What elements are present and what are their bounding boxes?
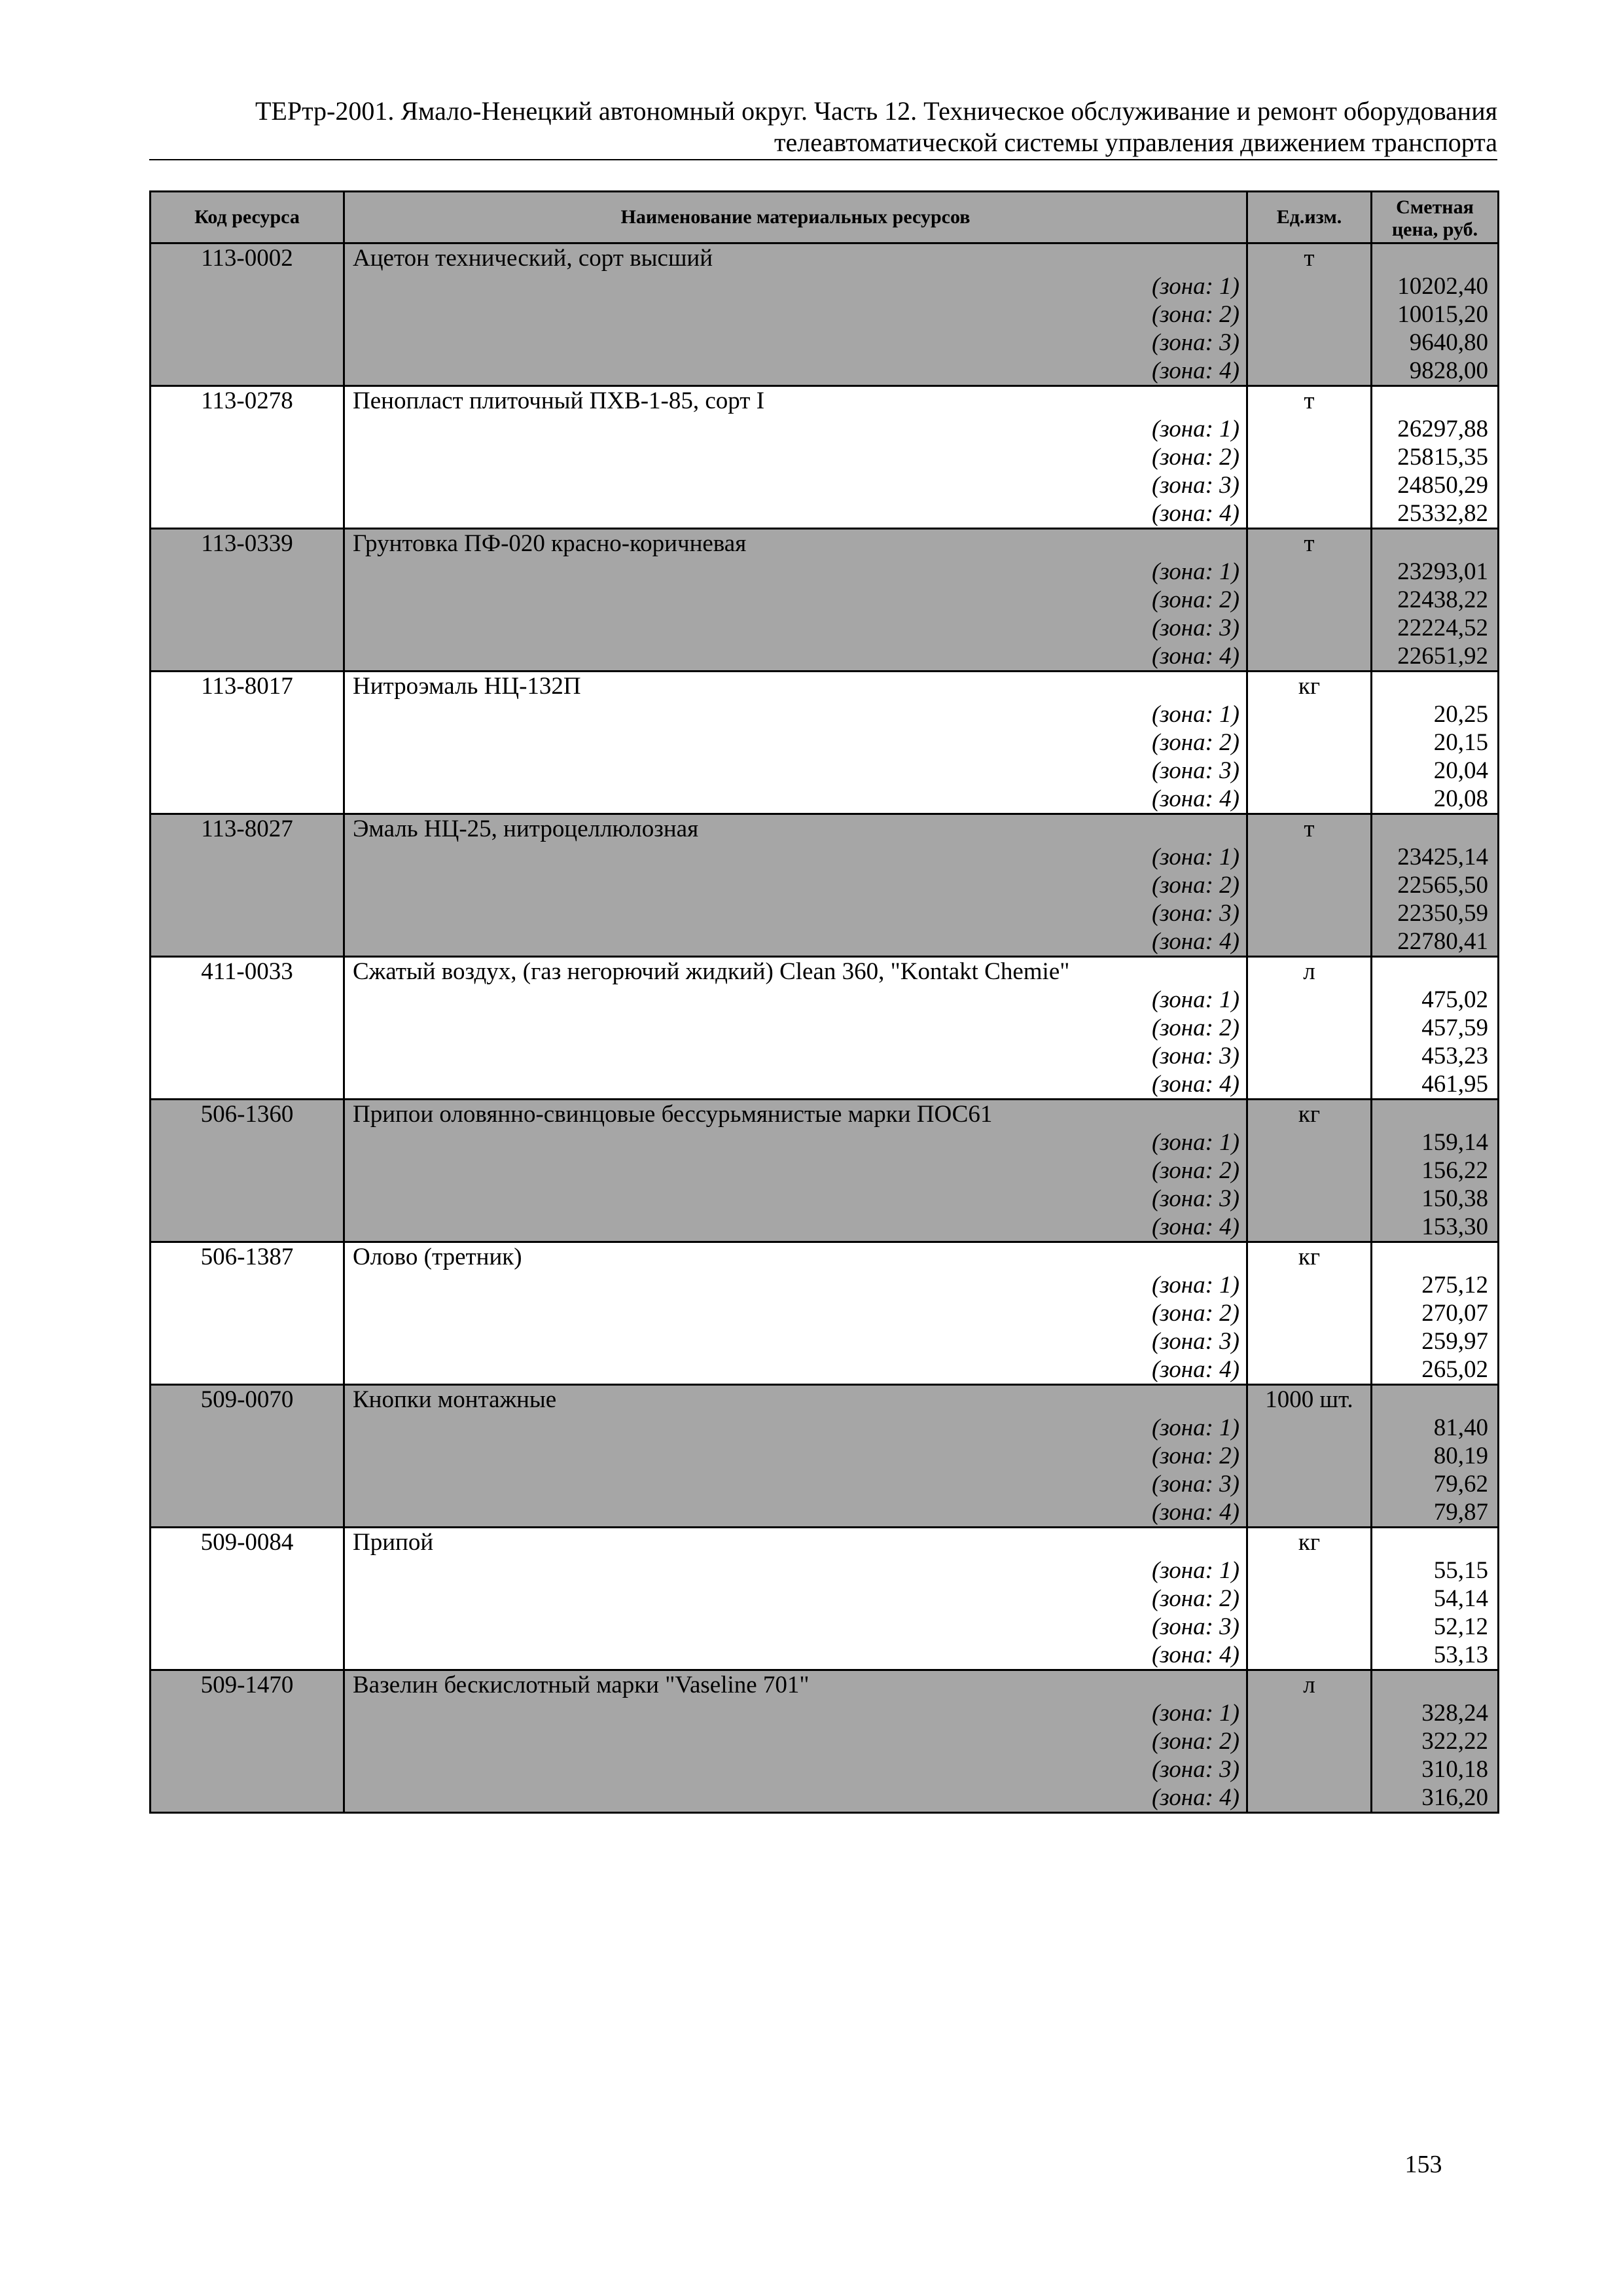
zone-row	[151, 558, 1499, 586]
zone-row	[151, 415, 1499, 443]
zone-row	[151, 499, 1499, 529]
column-header-name: Наименование материальных ресурсов	[344, 192, 1247, 243]
zone-price: 322,22	[1372, 1727, 1499, 1755]
resource-code: 113-0339	[151, 529, 344, 558]
resource-name: Эмаль НЦ-25, нитроцеллюлозная	[344, 814, 1247, 844]
zone-unit-empty	[1247, 1585, 1372, 1613]
zone-price: 80,19	[1372, 1442, 1499, 1470]
zone-price: 150,38	[1372, 1185, 1499, 1213]
page-header	[149, 96, 1497, 158]
zone-row	[151, 1414, 1499, 1442]
resource-unit: л	[1247, 957, 1372, 986]
zone-row	[151, 1185, 1499, 1213]
zone-unit-empty	[1247, 558, 1372, 586]
zone-label: (зона: 2)	[344, 1014, 1247, 1042]
zone-code-empty	[151, 1271, 344, 1299]
resource-code: 509-1470	[151, 1670, 344, 1700]
resource-name: Вазелин бескислотный марки "Vaseline 701"	[344, 1670, 1247, 1700]
resource-name: Кнопки монтажные	[344, 1385, 1247, 1414]
column-header-unit: Ед.изм.	[1247, 192, 1372, 243]
zone-code-empty	[151, 1014, 344, 1042]
zone-code-empty	[151, 899, 344, 927]
zone-code-empty	[151, 927, 344, 957]
resource-unit: кг	[1247, 1100, 1372, 1129]
zone-code-empty	[151, 728, 344, 757]
zone-unit-empty	[1247, 1414, 1372, 1442]
zone-unit-empty	[1247, 1271, 1372, 1299]
zone-price: 475,02	[1372, 986, 1499, 1014]
resource-code: 113-8017	[151, 672, 344, 701]
zone-unit-empty	[1247, 728, 1372, 757]
zone-code-empty	[151, 700, 344, 728]
zone-unit-empty	[1247, 899, 1372, 927]
resource-unit: т	[1247, 529, 1372, 558]
page-number: 153	[1404, 2151, 1442, 2178]
zone-row	[151, 1470, 1499, 1498]
zone-unit-empty	[1247, 1185, 1372, 1213]
zone-row	[151, 1299, 1499, 1327]
zone-unit-empty	[1247, 1213, 1372, 1242]
table-row	[151, 1670, 1499, 1700]
table-row	[151, 386, 1499, 416]
resource-group	[151, 1242, 1499, 1385]
table-row	[151, 243, 1499, 273]
zone-price: 275,12	[1372, 1271, 1499, 1299]
zone-code-empty	[151, 1470, 344, 1498]
resource-name: Припои оловянно-свинцовые бессурьмянистые марки ПОС61	[344, 1100, 1247, 1129]
resource-group	[151, 957, 1499, 1100]
resource-unit: л	[1247, 1670, 1372, 1700]
resource-unit: т	[1247, 243, 1372, 273]
zone-row	[151, 1727, 1499, 1755]
resource-name: Припой	[344, 1528, 1247, 1557]
zone-row	[151, 357, 1499, 386]
zone-row	[151, 986, 1499, 1014]
resource-name: Нитроэмаль НЦ-132П	[344, 672, 1247, 701]
zone-row	[151, 329, 1499, 357]
zone-label: (зона: 2)	[344, 728, 1247, 757]
zone-label: (зона: 3)	[344, 614, 1247, 642]
zone-unit-empty	[1247, 329, 1372, 357]
zone-label: (зона: 1)	[344, 1128, 1247, 1157]
header-divider	[149, 159, 1497, 160]
zone-label: (зона: 2)	[344, 1727, 1247, 1755]
zone-row	[151, 300, 1499, 329]
zone-label: (зона: 4)	[344, 1070, 1247, 1100]
zone-label: (зона: 2)	[344, 1585, 1247, 1613]
zone-unit-empty	[1247, 1042, 1372, 1070]
zone-price: 259,97	[1372, 1327, 1499, 1355]
zone-label: (зона: 1)	[344, 558, 1247, 586]
zone-code-empty	[151, 871, 344, 899]
zone-label: (зона: 1)	[344, 843, 1247, 871]
zone-code-empty	[151, 586, 344, 614]
zone-unit-empty	[1247, 642, 1372, 672]
resource-group	[151, 1385, 1499, 1528]
zone-code-empty	[151, 785, 344, 814]
zone-unit-empty	[1247, 357, 1372, 386]
resource-unit: т	[1247, 814, 1372, 844]
zone-price: 25332,82	[1372, 499, 1499, 529]
zone-label: (зона: 2)	[344, 300, 1247, 329]
resource-price-empty	[1372, 529, 1499, 558]
zone-price: 22350,59	[1372, 899, 1499, 927]
zone-unit-empty	[1247, 1556, 1372, 1585]
zone-price: 22224,52	[1372, 614, 1499, 642]
zone-label: (зона: 3)	[344, 1185, 1247, 1213]
zone-code-empty	[151, 558, 344, 586]
resource-name: Ацетон технический, сорт высший	[344, 243, 1247, 273]
zone-unit-empty	[1247, 471, 1372, 499]
resource-code: 509-0070	[151, 1385, 344, 1414]
resource-price-empty	[1372, 386, 1499, 416]
zone-label: (зона: 3)	[344, 1042, 1247, 1070]
zone-unit-empty	[1247, 1157, 1372, 1185]
zone-code-empty	[151, 471, 344, 499]
zone-label: (зона: 1)	[344, 986, 1247, 1014]
resource-unit: кг	[1247, 1528, 1372, 1557]
zone-price: 23293,01	[1372, 558, 1499, 586]
resource-group	[151, 529, 1499, 672]
zone-unit-empty	[1247, 1014, 1372, 1042]
column-header-price	[1372, 192, 1499, 243]
resource-price-table	[149, 190, 1499, 1814]
zone-price: 20,25	[1372, 700, 1499, 728]
header-line-1: ТЕРтр-2001. Ямало-Ненецкий автономный округ. Часть 12. Техническое обслуживание и ремонт оборудования	[255, 96, 1497, 126]
header-line-2: телеавтоматической системы управления движением транспорта	[774, 128, 1497, 157]
table-row	[151, 957, 1499, 986]
zone-code-empty	[151, 1157, 344, 1185]
resource-code: 506-1387	[151, 1242, 344, 1272]
zone-code-empty	[151, 1327, 344, 1355]
zone-row	[151, 1128, 1499, 1157]
zone-row	[151, 899, 1499, 927]
zone-code-empty	[151, 499, 344, 529]
zone-row	[151, 586, 1499, 614]
zone-code-empty	[151, 1498, 344, 1528]
table-row	[151, 1385, 1499, 1414]
zone-label: (зона: 3)	[344, 471, 1247, 499]
zone-row	[151, 1641, 1499, 1670]
zone-code-empty	[151, 1299, 344, 1327]
zone-label: (зона: 1)	[344, 1699, 1247, 1727]
zone-row	[151, 272, 1499, 300]
zone-unit-empty	[1247, 1442, 1372, 1470]
zone-code-empty	[151, 1213, 344, 1242]
zone-unit-empty	[1247, 443, 1372, 471]
zone-row	[151, 1613, 1499, 1641]
zone-label: (зона: 1)	[344, 1271, 1247, 1299]
zone-unit-empty	[1247, 272, 1372, 300]
zone-label: (зона: 4)	[344, 785, 1247, 814]
zone-label: (зона: 4)	[344, 1498, 1247, 1528]
zone-price: 54,14	[1372, 1585, 1499, 1613]
zone-price: 22651,92	[1372, 642, 1499, 672]
zone-label: (зона: 4)	[344, 927, 1247, 957]
zone-price: 10015,20	[1372, 300, 1499, 329]
resource-name: Пенопласт плиточный ПХВ-1-85, сорт I	[344, 386, 1247, 416]
zone-code-empty	[151, 1755, 344, 1784]
zone-unit-empty	[1247, 1498, 1372, 1528]
zone-row	[151, 1784, 1499, 1813]
table-row	[151, 529, 1499, 558]
zone-price: 270,07	[1372, 1299, 1499, 1327]
zone-code-empty	[151, 1699, 344, 1727]
zone-code-empty	[151, 1641, 344, 1670]
zone-price: 20,08	[1372, 785, 1499, 814]
resource-name: Олово (третник)	[344, 1242, 1247, 1272]
zone-price: 55,15	[1372, 1556, 1499, 1585]
zone-label: (зона: 4)	[344, 1355, 1247, 1385]
zone-label: (зона: 2)	[344, 443, 1247, 471]
resource-unit: кг	[1247, 1242, 1372, 1272]
zone-label: (зона: 4)	[344, 357, 1247, 386]
table-row	[151, 814, 1499, 844]
resource-name: Грунтовка ПФ-020 красно-коричневая	[344, 529, 1247, 558]
zone-row	[151, 1498, 1499, 1528]
resource-code: 509-0084	[151, 1528, 344, 1557]
resource-price-empty	[1372, 1670, 1499, 1700]
zone-price: 22780,41	[1372, 927, 1499, 957]
resource-unit: 1000 шт.	[1247, 1385, 1372, 1414]
zone-price: 20,15	[1372, 728, 1499, 757]
zone-label: (зона: 4)	[344, 1641, 1247, 1670]
zone-row	[151, 1327, 1499, 1355]
zone-price: 328,24	[1372, 1699, 1499, 1727]
table-row	[151, 1528, 1499, 1557]
zone-price: 79,62	[1372, 1470, 1499, 1498]
resource-unit: кг	[1247, 672, 1372, 701]
zone-row	[151, 1014, 1499, 1042]
zone-price: 316,20	[1372, 1784, 1499, 1813]
zone-row	[151, 443, 1499, 471]
zone-row	[151, 614, 1499, 642]
zone-code-empty	[151, 1185, 344, 1213]
zone-price: 79,87	[1372, 1498, 1499, 1528]
zone-price: 22438,22	[1372, 586, 1499, 614]
resource-price-empty	[1372, 957, 1499, 986]
resource-name: Сжатый воздух, (газ негорючий жидкий) Clean 360, "Kontakt Chemie"	[344, 957, 1247, 986]
zone-label: (зона: 3)	[344, 899, 1247, 927]
zone-row	[151, 927, 1499, 957]
zone-label: (зона: 2)	[344, 1442, 1247, 1470]
zone-unit-empty	[1247, 499, 1372, 529]
table-row	[151, 1242, 1499, 1272]
zone-unit-empty	[1247, 614, 1372, 642]
zone-label: (зона: 4)	[344, 499, 1247, 529]
resource-group	[151, 1670, 1499, 1813]
column-header-price-line-1: Сметная	[1396, 196, 1474, 218]
zone-code-empty	[151, 1070, 344, 1100]
table-row	[151, 1100, 1499, 1129]
zone-row	[151, 700, 1499, 728]
zone-price: 457,59	[1372, 1014, 1499, 1042]
resource-price-empty	[1372, 243, 1499, 273]
table-header-row	[151, 192, 1499, 243]
zone-price: 9640,80	[1372, 329, 1499, 357]
zone-code-empty	[151, 357, 344, 386]
zone-code-empty	[151, 1128, 344, 1157]
zone-label: (зона: 2)	[344, 1299, 1247, 1327]
zone-unit-empty	[1247, 871, 1372, 899]
zone-unit-empty	[1247, 785, 1372, 814]
zone-code-empty	[151, 1613, 344, 1641]
zone-unit-empty	[1247, 1327, 1372, 1355]
zone-unit-empty	[1247, 415, 1372, 443]
zone-row	[151, 1556, 1499, 1585]
zone-row	[151, 871, 1499, 899]
zone-price: 53,13	[1372, 1641, 1499, 1670]
resource-group	[151, 243, 1499, 386]
resource-code: 113-0002	[151, 243, 344, 273]
zone-price: 81,40	[1372, 1414, 1499, 1442]
zone-code-empty	[151, 642, 344, 672]
zone-label: (зона: 3)	[344, 1613, 1247, 1641]
zone-code-empty	[151, 843, 344, 871]
zone-code-empty	[151, 614, 344, 642]
zone-row	[151, 1213, 1499, 1242]
zone-label: (зона: 3)	[344, 1327, 1247, 1355]
zone-unit-empty	[1247, 1470, 1372, 1498]
zone-price: 265,02	[1372, 1355, 1499, 1385]
zone-code-empty	[151, 272, 344, 300]
resource-price-empty	[1372, 672, 1499, 701]
column-header-code: Код ресурса	[151, 192, 344, 243]
zone-price: 461,95	[1372, 1070, 1499, 1100]
zone-label: (зона: 1)	[344, 1414, 1247, 1442]
zone-row	[151, 1157, 1499, 1185]
zone-unit-empty	[1247, 1641, 1372, 1670]
zone-price: 25815,35	[1372, 443, 1499, 471]
zone-price: 24850,29	[1372, 471, 1499, 499]
zone-unit-empty	[1247, 1070, 1372, 1100]
resource-unit: т	[1247, 386, 1372, 416]
zone-unit-empty	[1247, 1355, 1372, 1385]
zone-code-empty	[151, 1784, 344, 1813]
zone-row	[151, 785, 1499, 814]
zone-price: 159,14	[1372, 1128, 1499, 1157]
zone-code-empty	[151, 757, 344, 785]
resource-group	[151, 1100, 1499, 1242]
zone-code-empty	[151, 329, 344, 357]
resource-code: 506-1360	[151, 1100, 344, 1129]
zone-label: (зона: 2)	[344, 1157, 1247, 1185]
zone-label: (зона: 4)	[344, 1784, 1247, 1813]
zone-row	[151, 1699, 1499, 1727]
zone-price: 156,22	[1372, 1157, 1499, 1185]
zone-label: (зона: 4)	[344, 642, 1247, 672]
resource-group	[151, 814, 1499, 957]
zone-price: 26297,88	[1372, 415, 1499, 443]
zone-code-empty	[151, 1585, 344, 1613]
zone-row	[151, 757, 1499, 785]
zone-label: (зона: 4)	[344, 1213, 1247, 1242]
zone-unit-empty	[1247, 1755, 1372, 1784]
zone-unit-empty	[1247, 757, 1372, 785]
zone-price: 23425,14	[1372, 843, 1499, 871]
resource-price-empty	[1372, 1100, 1499, 1129]
zone-unit-empty	[1247, 1784, 1372, 1813]
resource-price-empty	[1372, 1385, 1499, 1414]
zone-unit-empty	[1247, 300, 1372, 329]
zone-price: 9828,00	[1372, 357, 1499, 386]
zone-unit-empty	[1247, 1613, 1372, 1641]
table-row	[151, 672, 1499, 701]
zone-code-empty	[151, 1414, 344, 1442]
zone-price: 10202,40	[1372, 272, 1499, 300]
zone-unit-empty	[1247, 1727, 1372, 1755]
zone-price: 52,12	[1372, 1613, 1499, 1641]
zone-label: (зона: 3)	[344, 1755, 1247, 1784]
zone-code-empty	[151, 1042, 344, 1070]
zone-unit-empty	[1247, 843, 1372, 871]
zone-row	[151, 1585, 1499, 1613]
zone-row	[151, 728, 1499, 757]
zone-row	[151, 642, 1499, 672]
zone-row	[151, 1442, 1499, 1470]
zone-row	[151, 471, 1499, 499]
zone-unit-empty	[1247, 586, 1372, 614]
resource-group	[151, 672, 1499, 814]
zone-label: (зона: 1)	[344, 272, 1247, 300]
column-header-price-line-2: цена, руб.	[1391, 219, 1478, 240]
zone-label: (зона: 3)	[344, 1470, 1247, 1498]
zone-code-empty	[151, 300, 344, 329]
zone-unit-empty	[1247, 1699, 1372, 1727]
zone-row	[151, 1355, 1499, 1385]
resource-price-empty	[1372, 1528, 1499, 1557]
zone-code-empty	[151, 443, 344, 471]
resource-price-empty	[1372, 814, 1499, 844]
zone-price: 20,04	[1372, 757, 1499, 785]
zone-label: (зона: 1)	[344, 700, 1247, 728]
zone-unit-empty	[1247, 1128, 1372, 1157]
zone-row	[151, 1755, 1499, 1784]
zone-label: (зона: 3)	[344, 757, 1247, 785]
resource-code: 411-0033	[151, 957, 344, 986]
zone-code-empty	[151, 1727, 344, 1755]
zone-row	[151, 1271, 1499, 1299]
zone-code-empty	[151, 415, 344, 443]
zone-unit-empty	[1247, 986, 1372, 1014]
zone-price: 453,23	[1372, 1042, 1499, 1070]
zone-price: 22565,50	[1372, 871, 1499, 899]
zone-label: (зона: 2)	[344, 586, 1247, 614]
zone-row	[151, 843, 1499, 871]
zone-label: (зона: 3)	[344, 329, 1247, 357]
zone-price: 310,18	[1372, 1755, 1499, 1784]
zone-unit-empty	[1247, 1299, 1372, 1327]
zone-unit-empty	[1247, 927, 1372, 957]
zone-code-empty	[151, 1556, 344, 1585]
resource-code: 113-0278	[151, 386, 344, 416]
zone-label: (зона: 2)	[344, 871, 1247, 899]
resource-group	[151, 386, 1499, 529]
zone-label: (зона: 1)	[344, 415, 1247, 443]
resource-code: 113-8027	[151, 814, 344, 844]
zone-code-empty	[151, 1355, 344, 1385]
zone-row	[151, 1070, 1499, 1100]
zone-code-empty	[151, 1442, 344, 1470]
zone-unit-empty	[1247, 700, 1372, 728]
zone-price: 153,30	[1372, 1213, 1499, 1242]
resource-price-empty	[1372, 1242, 1499, 1272]
zone-row	[151, 1042, 1499, 1070]
zone-label: (зона: 1)	[344, 1556, 1247, 1585]
zone-code-empty	[151, 986, 344, 1014]
resource-group	[151, 1528, 1499, 1670]
